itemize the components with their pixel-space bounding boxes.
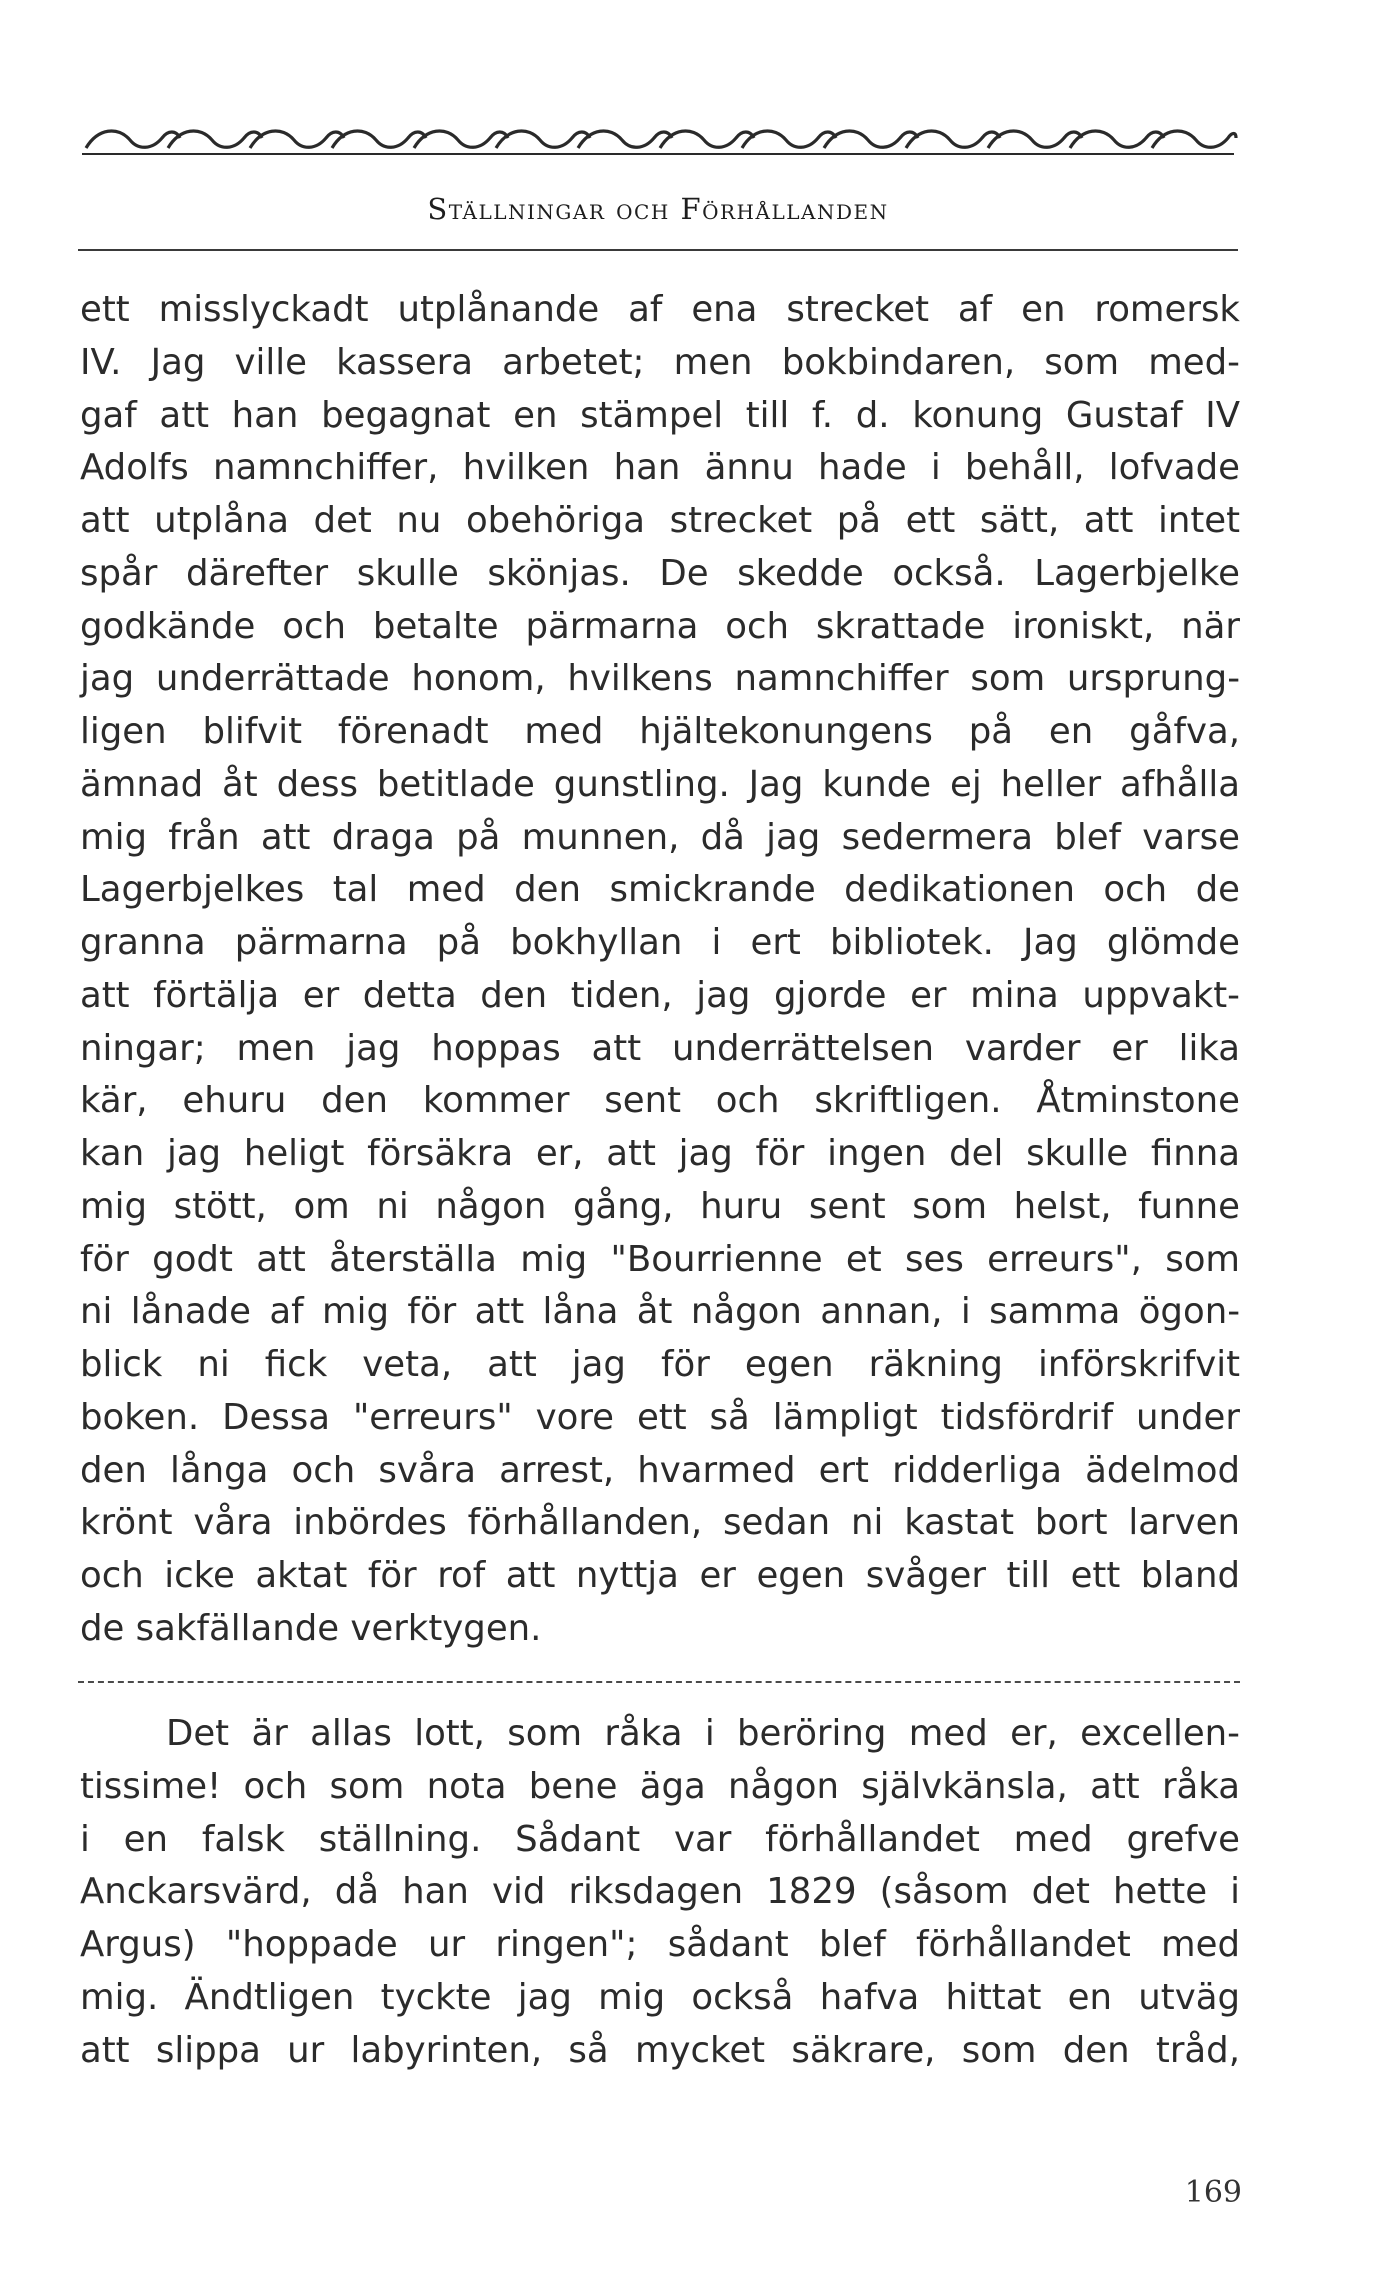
text-line: mig från att draga på munnen, då jag sedermera blef varse: [80, 816, 1240, 858]
text-line: att utplåna det nu obehöriga strecket på ett sätt, att intet: [80, 500, 1240, 541]
text-line: spår därefter skulle skönjas. De skedde också. Lagerbjelke: [80, 552, 1240, 594]
text-line: Adolfs namnchiffer, hvilken han ännu hade i behåll, lofvade: [80, 447, 1240, 489]
text-line: ett misslyckadt utplånande af ena strecket af en romersk: [80, 289, 1240, 330]
text-line: och icke aktat för rof att nyttja er egen svåger till ett bland: [80, 1555, 1240, 1596]
text-line: att förtälja er detta den tiden, jag gjorde er mina uppvakt-: [80, 974, 1240, 1016]
text-line: blick ni fick veta, att jag för egen räkning införskrifvit: [80, 1344, 1240, 1385]
decorative-scroll-ornament: [78, 118, 1238, 164]
section-separator: [78, 1681, 1240, 1683]
text-line: kan jag heligt försäkra er, att jag för ingen del skulle finna: [80, 1133, 1240, 1174]
text-line: mig. Ändtligen tyckte jag mig också hafva hittat en utväg: [80, 1976, 1240, 2018]
text-line: Argus) "hoppade ur ringen"; sådant blef förhållandet med: [80, 1924, 1240, 1965]
running-header: Ställningar och Förhållanden: [427, 192, 889, 226]
text-line: kär, ehuru den kommer sent och skriftligen. Åtminstone: [80, 1080, 1240, 1122]
text-line: godkände och betalte pärmarna och skrattade ironiskt, när: [80, 605, 1240, 647]
paragraph-1: [80, 284, 1240, 1656]
text-line: för godt att återställa mig "Bourrienne et ses erreurs", som: [80, 1238, 1240, 1280]
text-line: gaf att han begagnat en stämpel till f. d. konung Gustaf IV: [80, 394, 1240, 436]
header-rule: [78, 249, 1238, 251]
text-line: jag underrättade honom, hvilkens namnchiffer som ursprung-: [80, 658, 1240, 700]
text-line: ni lånade af mig för att låna åt någon annan, i samma ögon-: [80, 1291, 1240, 1333]
page-number: 169: [1184, 2175, 1242, 2210]
text-line: mig stött, om ni någon gång, huru sent som helst, funne: [80, 1185, 1240, 1227]
text-line: Anckarsvärd, då han vid riksdagen 1829 (såsom det hette i: [80, 1871, 1240, 1913]
text-line: den långa och svåra arrest, hvarmed ert ridderliga ädelmod: [80, 1449, 1240, 1491]
text-line: Det är allas lott, som råka i beröring med er, excellen-: [166, 1713, 1240, 1754]
text-line: tissime! och som nota bene äga någon självkänsla, att råka: [80, 1765, 1240, 1807]
text-line: i en falsk ställning. Sådant var förhållandet med grefve: [80, 1818, 1240, 1860]
text-line: IV. Jag ville kassera arbetet; men bokbindaren, som med-: [80, 341, 1240, 383]
text-line: Lagerbjelkes tal med den smickrande dedikationen och de: [80, 869, 1240, 911]
text-line: de sakfällande verktygen.: [80, 1607, 542, 1649]
text-line: ligen blifvit förenadt med hjältekonungens på en gåfva,: [80, 711, 1240, 752]
text-line: granna pärmarna på bokhyllan i ert bibliotek. Jag glömde: [80, 922, 1240, 963]
paragraph-2: [80, 1708, 1240, 2077]
text-line: ningar; men jag hoppas att underrättelsen varder er lika: [80, 1027, 1240, 1069]
text-line: krönt våra inbördes förhållanden, sedan ni kastat bort larven: [80, 1502, 1240, 1544]
text-line: att slippa ur labyrinten, så mycket säkrare, som den tråd,: [80, 2029, 1240, 2071]
text-line: boken. Dessa "erreurs" vore ett så lämpligt tidsfördrif under: [80, 1396, 1240, 1438]
text-line: ämnad åt dess betitlade gunstling. Jag kunde ej heller afhålla: [80, 763, 1240, 805]
